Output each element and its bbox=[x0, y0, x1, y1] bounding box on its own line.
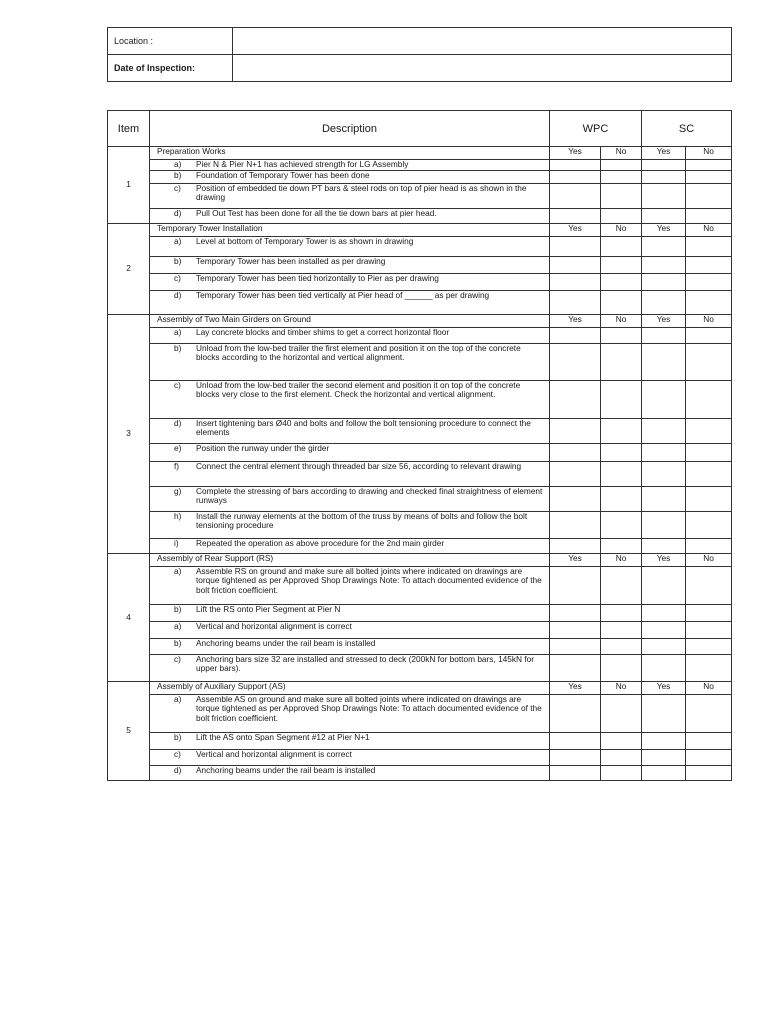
wpc-yes-cell[interactable] bbox=[550, 539, 601, 554]
wpc-yes-label: Yes bbox=[550, 554, 601, 567]
sc-no-cell[interactable] bbox=[686, 639, 732, 655]
sc-yes-cell[interactable] bbox=[642, 567, 686, 605]
sc-yes-cell[interactable] bbox=[642, 462, 686, 487]
sc-no-label: No bbox=[686, 682, 732, 695]
item-text: Anchoring bars size 32 are installed and stressed to deck (200kN for bottom bars, 145kN for upper bars). bbox=[196, 654, 535, 674]
item-description bbox=[150, 750, 550, 766]
item-letter: i) bbox=[174, 538, 179, 548]
item-description-wrap bbox=[150, 622, 549, 631]
item-letter: c) bbox=[174, 183, 181, 193]
wpc-no-cell[interactable] bbox=[601, 567, 642, 605]
item-description bbox=[150, 639, 550, 655]
sc-yes-cell[interactable] bbox=[642, 274, 686, 291]
item-description bbox=[150, 274, 550, 291]
wpc-yes-cell[interactable] bbox=[550, 567, 601, 605]
item-description bbox=[150, 328, 550, 344]
item-letter: g) bbox=[174, 486, 182, 496]
item-description-wrap bbox=[150, 344, 549, 363]
table-header-row bbox=[108, 111, 732, 147]
item-description bbox=[150, 381, 550, 419]
wpc-no-cell[interactable] bbox=[601, 512, 642, 539]
sc-no-cell[interactable] bbox=[686, 184, 732, 209]
checklist-item-row bbox=[108, 291, 732, 315]
checklist-item-row bbox=[108, 419, 732, 444]
wpc-yes-cell[interactable] bbox=[550, 184, 601, 209]
item-letter: d) bbox=[174, 765, 182, 775]
wpc-no-cell[interactable] bbox=[601, 160, 642, 171]
item-description-wrap bbox=[150, 444, 549, 453]
wpc-yes-label: Yes bbox=[550, 224, 601, 237]
wpc-yes-cell[interactable] bbox=[550, 237, 601, 257]
item-letter: c) bbox=[174, 273, 181, 283]
item-description bbox=[150, 487, 550, 512]
sc-yes-label: Yes bbox=[642, 554, 686, 567]
wpc-no-cell[interactable] bbox=[601, 605, 642, 622]
wpc-no-cell[interactable] bbox=[601, 209, 642, 224]
sc-no-cell[interactable] bbox=[686, 344, 732, 381]
item-letter: a) bbox=[174, 159, 182, 169]
checklist-item-row bbox=[108, 237, 732, 257]
sc-yes-cell[interactable] bbox=[642, 655, 686, 682]
sc-yes-cell[interactable] bbox=[642, 766, 686, 781]
wpc-yes-cell[interactable] bbox=[550, 605, 601, 622]
item-description bbox=[150, 567, 550, 605]
item-text: Lift the AS onto Span Segment #12 at Pier N+1 bbox=[196, 732, 370, 742]
location-field[interactable] bbox=[233, 28, 732, 55]
item-description-wrap bbox=[150, 237, 549, 246]
section-title-row bbox=[108, 147, 732, 160]
section-title-row bbox=[108, 554, 732, 567]
item-description-wrap bbox=[150, 462, 549, 471]
wpc-no-cell[interactable] bbox=[601, 639, 642, 655]
item-description-wrap bbox=[150, 695, 549, 723]
wpc-yes-cell[interactable] bbox=[550, 209, 601, 224]
item-letter: e) bbox=[174, 443, 182, 453]
checklist-item-row bbox=[108, 655, 732, 682]
wpc-no-label: No bbox=[601, 554, 642, 567]
item-description bbox=[150, 184, 550, 209]
sc-yes-cell[interactable] bbox=[642, 605, 686, 622]
wpc-yes-cell[interactable] bbox=[550, 512, 601, 539]
sc-no-cell[interactable] bbox=[686, 605, 732, 622]
checklist-item-row bbox=[108, 257, 732, 274]
sc-no-label: No bbox=[686, 315, 732, 328]
item-description bbox=[150, 444, 550, 462]
item-text: Pull Out Test has been done for all the tie down bars at pier head. bbox=[196, 208, 437, 218]
sc-yes-cell[interactable] bbox=[642, 622, 686, 639]
item-description bbox=[150, 462, 550, 487]
wpc-no-cell[interactable] bbox=[601, 766, 642, 781]
item-description-wrap bbox=[150, 257, 549, 266]
wpc-yes-cell[interactable] bbox=[550, 733, 601, 750]
wpc-yes-cell[interactable] bbox=[550, 750, 601, 766]
section-title: Temporary Tower Installation bbox=[150, 224, 550, 237]
wpc-no-cell[interactable] bbox=[601, 655, 642, 682]
sc-no-cell[interactable] bbox=[686, 291, 732, 315]
item-text: Insert tightening bars Ø40 and bolts and follow the bolt tensioning procedure to connect the elements bbox=[196, 418, 531, 438]
description-column-header: Description bbox=[150, 111, 550, 147]
sc-yes-cell[interactable] bbox=[642, 257, 686, 274]
item-letter: a) bbox=[174, 236, 182, 246]
sc-yes-cell[interactable] bbox=[642, 487, 686, 512]
sc-no-cell[interactable] bbox=[686, 171, 732, 184]
item-letter: a) bbox=[174, 327, 182, 337]
item-column-header: Item bbox=[108, 111, 150, 147]
wpc-yes-cell[interactable] bbox=[550, 766, 601, 781]
checklist-item-row bbox=[108, 487, 732, 512]
wpc-yes-cell[interactable] bbox=[550, 171, 601, 184]
item-letter: d) bbox=[174, 418, 182, 428]
item-text: Install the runway elements at the bottom of the truss by means of bolts and follow the bolt tensioning procedure bbox=[196, 511, 528, 531]
item-text: Assemble RS on ground and make sure all bolted joints where indicated on drawings are torque tightened as per Approved Shop Drawings Note: To attach documented evidence of the bolt friction coefficient. bbox=[196, 566, 542, 595]
sc-no-cell[interactable] bbox=[686, 567, 732, 605]
checklist-item-row bbox=[108, 171, 732, 184]
item-description-wrap bbox=[150, 567, 549, 595]
item-description-wrap bbox=[150, 328, 549, 337]
checklist-item-row bbox=[108, 766, 732, 781]
wpc-yes-cell[interactable] bbox=[550, 419, 601, 444]
item-text: Vertical and horizontal alignment is correct bbox=[196, 621, 352, 631]
sc-no-label: No bbox=[686, 554, 732, 567]
sc-yes-cell[interactable] bbox=[642, 695, 686, 733]
item-description bbox=[150, 257, 550, 274]
wpc-no-cell[interactable] bbox=[601, 237, 642, 257]
location-label: Location : bbox=[108, 28, 233, 55]
item-description bbox=[150, 766, 550, 781]
checklist-item-row bbox=[108, 639, 732, 655]
item-text: Temporary Tower has been installed as per drawing bbox=[196, 256, 386, 266]
wpc-no-cell[interactable] bbox=[601, 444, 642, 462]
sc-yes-cell[interactable] bbox=[642, 171, 686, 184]
wpc-no-label: No bbox=[601, 315, 642, 328]
sc-no-cell[interactable] bbox=[686, 444, 732, 462]
item-description bbox=[150, 291, 550, 315]
wpc-yes-cell[interactable] bbox=[550, 695, 601, 733]
wpc-no-cell[interactable] bbox=[601, 622, 642, 639]
item-description-wrap bbox=[150, 487, 549, 506]
item-text: Connect the central element through threaded bar size 56, according to relevant drawing bbox=[196, 461, 522, 471]
item-text: Repeated the operation as above procedure for the 2nd main girder bbox=[196, 538, 445, 548]
item-letter: c) bbox=[174, 654, 181, 664]
item-text: Foundation of Temporary Tower has been done bbox=[196, 170, 370, 180]
item-description-wrap bbox=[150, 605, 549, 614]
item-letter: h) bbox=[174, 511, 182, 521]
item-text: Temporary Tower has been tied vertically at Pier head of ______ as per drawing bbox=[196, 290, 490, 300]
sc-no-cell[interactable] bbox=[686, 462, 732, 487]
sc-yes-label: Yes bbox=[642, 147, 686, 160]
item-text: Vertical and horizontal alignment is correct bbox=[196, 749, 352, 759]
item-number: 2 bbox=[108, 224, 150, 315]
item-text: Lift the RS onto Pier Segment at Pier N bbox=[196, 604, 341, 614]
wpc-no-cell[interactable] bbox=[601, 539, 642, 554]
item-letter: f) bbox=[174, 461, 180, 471]
wpc-yes-cell[interactable] bbox=[550, 328, 601, 344]
wpc-yes-cell[interactable] bbox=[550, 622, 601, 639]
sc-yes-cell[interactable] bbox=[642, 512, 686, 539]
item-text: Level at bottom of Temporary Tower is as shown in drawing bbox=[196, 236, 414, 246]
item-letter: d) bbox=[174, 208, 182, 218]
item-text: Unload from the low-bed trailer the first element and position it on the top of the concrete blocks according to the horizontal and vertical alignment. bbox=[196, 343, 521, 363]
sc-yes-cell[interactable] bbox=[642, 539, 686, 554]
wpc-no-cell[interactable] bbox=[601, 462, 642, 487]
item-text: Pier N & Pier N+1 has achieved strength for LG Assembly bbox=[196, 159, 409, 169]
section-title-row bbox=[108, 224, 732, 237]
item-description bbox=[150, 171, 550, 184]
wpc-no-cell[interactable] bbox=[601, 184, 642, 209]
checklist-body bbox=[108, 147, 732, 781]
sc-no-cell[interactable] bbox=[686, 750, 732, 766]
item-description-wrap bbox=[150, 291, 549, 300]
item-description-wrap bbox=[150, 639, 549, 648]
item-description-wrap bbox=[150, 184, 549, 203]
wpc-no-cell[interactable] bbox=[601, 750, 642, 766]
checklist-item-row bbox=[108, 462, 732, 487]
item-text: Assemble AS on ground and make sure all bolted joints where indicated on drawings are torque tightened as per Approved Shop Drawings Note: To attach documented evidence of the bolt friction coefficient. bbox=[196, 694, 542, 723]
sc-no-cell[interactable] bbox=[686, 160, 732, 171]
wpc-no-label: No bbox=[601, 682, 642, 695]
item-text: Position of embedded tie down PT bars & steel rods on top of pier head is as shown in the drawing bbox=[196, 183, 527, 203]
wpc-no-cell[interactable] bbox=[601, 419, 642, 444]
wpc-yes-cell[interactable] bbox=[550, 487, 601, 512]
checklist-item-row bbox=[108, 209, 732, 224]
item-description-wrap bbox=[150, 512, 549, 531]
sc-yes-cell[interactable] bbox=[642, 160, 686, 171]
item-letter: b) bbox=[174, 604, 182, 614]
item-number: 1 bbox=[108, 147, 150, 224]
sc-no-cell[interactable] bbox=[686, 274, 732, 291]
checklist-item-row bbox=[108, 567, 732, 605]
wpc-yes-cell[interactable] bbox=[550, 160, 601, 171]
inspection-checklist-table bbox=[107, 110, 732, 781]
wpc-no-cell[interactable] bbox=[601, 733, 642, 750]
item-description-wrap bbox=[150, 171, 549, 180]
wpc-yes-cell[interactable] bbox=[550, 655, 601, 682]
checklist-item-row bbox=[108, 184, 732, 209]
checklist-item-row bbox=[108, 444, 732, 462]
item-letter: a) bbox=[174, 566, 182, 576]
checklist-item-row bbox=[108, 695, 732, 733]
section-title: Assembly of Two Main Girders on Ground bbox=[150, 315, 550, 328]
item-letter: b) bbox=[174, 638, 182, 648]
sc-no-cell[interactable] bbox=[686, 655, 732, 682]
item-description-wrap bbox=[150, 655, 549, 674]
item-text: Position the runway under the girder bbox=[196, 443, 330, 453]
sc-no-cell[interactable] bbox=[686, 512, 732, 539]
checklist-item-row bbox=[108, 344, 732, 381]
location-row bbox=[108, 28, 732, 55]
item-letter: b) bbox=[174, 256, 182, 266]
date-label: Date of Inspection: bbox=[108, 55, 233, 82]
sc-yes-cell[interactable] bbox=[642, 237, 686, 257]
date-field[interactable] bbox=[233, 55, 732, 82]
wpc-yes-label: Yes bbox=[550, 315, 601, 328]
wpc-yes-cell[interactable] bbox=[550, 639, 601, 655]
sc-yes-cell[interactable] bbox=[642, 750, 686, 766]
item-description bbox=[150, 160, 550, 171]
section-title: Preparation Works bbox=[150, 147, 550, 160]
sc-yes-cell[interactable] bbox=[642, 209, 686, 224]
item-letter: c) bbox=[174, 380, 181, 390]
sc-no-cell[interactable] bbox=[686, 209, 732, 224]
item-description bbox=[150, 695, 550, 733]
wpc-no-label: No bbox=[601, 224, 642, 237]
sc-yes-cell[interactable] bbox=[642, 184, 686, 209]
item-description bbox=[150, 419, 550, 444]
sc-yes-label: Yes bbox=[642, 682, 686, 695]
checklist-item-row bbox=[108, 274, 732, 291]
item-description bbox=[150, 622, 550, 639]
item-letter: d) bbox=[174, 290, 182, 300]
item-letter: a) bbox=[174, 621, 182, 631]
date-row bbox=[108, 55, 732, 82]
wpc-no-cell[interactable] bbox=[601, 381, 642, 419]
wpc-yes-cell[interactable] bbox=[550, 274, 601, 291]
item-number: 5 bbox=[108, 682, 150, 781]
item-letter: a) bbox=[174, 694, 182, 704]
item-description-wrap bbox=[150, 274, 549, 283]
wpc-yes-cell[interactable] bbox=[550, 344, 601, 381]
sc-no-cell[interactable] bbox=[686, 695, 732, 733]
wpc-no-label: No bbox=[601, 147, 642, 160]
sc-no-label: No bbox=[686, 224, 732, 237]
sc-yes-cell[interactable] bbox=[642, 639, 686, 655]
item-description bbox=[150, 237, 550, 257]
item-text: Unload from the low-bed trailer the second element and position it on top of the concrete blocks very close to the first element. Check the horizontal and vertical alignment. bbox=[196, 380, 521, 400]
item-description-wrap bbox=[150, 733, 549, 742]
checklist-item-row bbox=[108, 160, 732, 171]
wpc-yes-cell[interactable] bbox=[550, 291, 601, 315]
wpc-yes-cell[interactable] bbox=[550, 444, 601, 462]
checklist-item-row bbox=[108, 605, 732, 622]
sc-no-cell[interactable] bbox=[686, 539, 732, 554]
sc-no-cell[interactable] bbox=[686, 257, 732, 274]
item-description-wrap bbox=[150, 750, 549, 759]
wpc-column-header: WPC bbox=[550, 111, 642, 147]
item-letter: b) bbox=[174, 732, 182, 742]
wpc-yes-label: Yes bbox=[550, 682, 601, 695]
item-letter: c) bbox=[174, 749, 181, 759]
item-letter: b) bbox=[174, 343, 182, 353]
wpc-no-cell[interactable] bbox=[601, 695, 642, 733]
wpc-no-cell[interactable] bbox=[601, 344, 642, 381]
item-text: Lay concrete blocks and timber shims to get a correct horizontal floor bbox=[196, 327, 450, 337]
inspection-header-table bbox=[107, 27, 732, 82]
sc-no-cell[interactable] bbox=[686, 381, 732, 419]
checklist-item-row bbox=[108, 328, 732, 344]
item-text: Anchoring beams under the rail beam is installed bbox=[196, 765, 376, 775]
item-text: Temporary Tower has been tied horizontally to Pier as per drawing bbox=[196, 273, 439, 283]
item-number: 3 bbox=[108, 315, 150, 554]
checklist-item-row bbox=[108, 539, 732, 554]
checklist-item-row bbox=[108, 733, 732, 750]
item-text: Complete the stressing of bars according to drawing and checked final straightness of element runways bbox=[196, 486, 543, 506]
sc-no-cell[interactable] bbox=[686, 766, 732, 781]
section-title-row bbox=[108, 682, 732, 695]
sc-no-label: No bbox=[686, 147, 732, 160]
sc-no-cell[interactable] bbox=[686, 622, 732, 639]
sc-no-cell[interactable] bbox=[686, 328, 732, 344]
sc-column-header: SC bbox=[642, 111, 732, 147]
item-description-wrap bbox=[150, 209, 549, 218]
sc-yes-cell[interactable] bbox=[642, 328, 686, 344]
sc-yes-cell[interactable] bbox=[642, 344, 686, 381]
sc-no-cell[interactable] bbox=[686, 419, 732, 444]
wpc-no-cell[interactable] bbox=[601, 328, 642, 344]
checklist-item-row bbox=[108, 512, 732, 539]
sc-yes-cell[interactable] bbox=[642, 419, 686, 444]
item-description bbox=[150, 539, 550, 554]
wpc-no-cell[interactable] bbox=[601, 257, 642, 274]
item-description bbox=[150, 733, 550, 750]
checklist-item-row bbox=[108, 750, 732, 766]
item-description-wrap bbox=[150, 539, 549, 548]
section-title: Assembly of Auxiliary Support (AS) bbox=[150, 682, 550, 695]
wpc-no-cell[interactable] bbox=[601, 274, 642, 291]
wpc-yes-cell[interactable] bbox=[550, 381, 601, 419]
item-number: 4 bbox=[108, 554, 150, 682]
sc-yes-cell[interactable] bbox=[642, 444, 686, 462]
item-description-wrap bbox=[150, 381, 549, 400]
checklist-item-row bbox=[108, 622, 732, 639]
sc-no-cell[interactable] bbox=[686, 487, 732, 512]
sc-no-cell[interactable] bbox=[686, 237, 732, 257]
sc-yes-cell[interactable] bbox=[642, 733, 686, 750]
wpc-yes-label: Yes bbox=[550, 147, 601, 160]
wpc-no-cell[interactable] bbox=[601, 291, 642, 315]
item-description-wrap bbox=[150, 419, 549, 438]
sc-no-cell[interactable] bbox=[686, 733, 732, 750]
sc-yes-cell[interactable] bbox=[642, 291, 686, 315]
wpc-no-cell[interactable] bbox=[601, 171, 642, 184]
item-description bbox=[150, 512, 550, 539]
item-letter: b) bbox=[174, 170, 182, 180]
sc-yes-cell[interactable] bbox=[642, 381, 686, 419]
sc-yes-label: Yes bbox=[642, 224, 686, 237]
item-description-wrap bbox=[150, 766, 549, 775]
item-description-wrap bbox=[150, 160, 549, 169]
item-description bbox=[150, 344, 550, 381]
section-title: Assembly of Rear Support (RS) bbox=[150, 554, 550, 567]
sc-yes-label: Yes bbox=[642, 315, 686, 328]
item-text: Anchoring beams under the rail beam is installed bbox=[196, 638, 376, 648]
wpc-yes-cell[interactable] bbox=[550, 462, 601, 487]
item-description bbox=[150, 655, 550, 682]
item-description bbox=[150, 605, 550, 622]
wpc-no-cell[interactable] bbox=[601, 487, 642, 512]
checklist-item-row bbox=[108, 381, 732, 419]
section-title-row bbox=[108, 315, 732, 328]
wpc-yes-cell[interactable] bbox=[550, 257, 601, 274]
item-description bbox=[150, 209, 550, 224]
